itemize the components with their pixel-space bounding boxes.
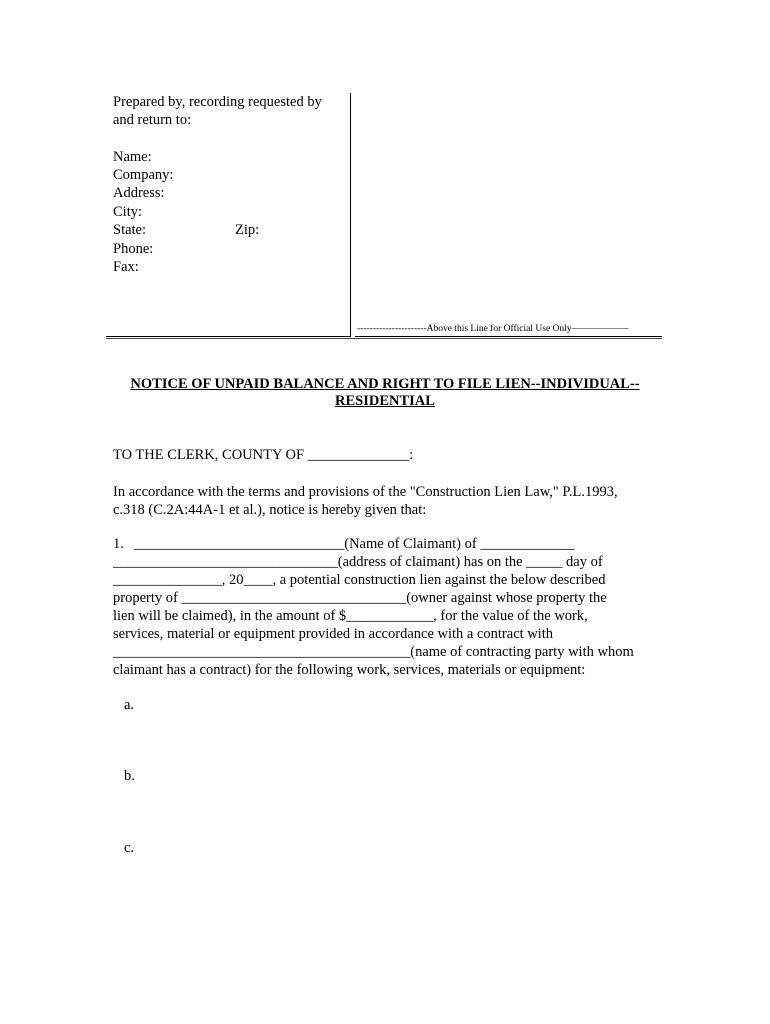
item1-line5: lien will be claimed), in the amount of $____________, for the value of the work, [113, 608, 588, 624]
fax-label: Fax: [113, 259, 139, 275]
item1-line8: claimant has a contract) for the following work, services, materials or equipment: [113, 662, 586, 678]
to-clerk-line: TO THE CLERK, COUNTY OF ______________: [113, 447, 414, 463]
list-item-b: b. [124, 768, 135, 784]
header-rule-bottom [106, 338, 662, 339]
item1-line6: services, material or equipment provided in accordance with a contract with [113, 626, 554, 642]
state-label: State: [113, 222, 147, 238]
header-rule-left [106, 336, 351, 337]
item1-number: 1. [113, 536, 124, 552]
document-title-line1: NOTICE OF UNPAID BALANCE AND RIGHT TO FILE LIEN--INDIVIDUAL-- [130, 376, 640, 392]
name-label: Name: [113, 149, 152, 165]
header-rule-right [355, 336, 662, 337]
item1-line1: _____________________________(Name of Claimant) of _____________ [134, 536, 575, 552]
city-label: City: [113, 204, 143, 220]
document-title-line2: RESIDENTIAL [335, 393, 435, 409]
zip-label: Zip: [235, 222, 260, 238]
phone-label: Phone: [113, 241, 154, 257]
intro-line2: c.318 (C.2A:44A-1 et al.), notice is hereby given that: [113, 502, 427, 518]
item1-line4: property of _______________________________(owner against whose property the [113, 590, 607, 606]
company-label: Company: [113, 167, 174, 183]
item1-line3: _______________, 20____, a potential construction lien against the below described [113, 572, 606, 588]
intro-line1: In accordance with the terms and provisions of the "Construction Lien Law," P.L.1993, [113, 484, 618, 500]
official-use-note: ----------------------Above this Line for Official Use Only—————— [357, 324, 629, 334]
list-item-a: a. [124, 697, 135, 713]
prepared-by-line2: and return to: [113, 112, 192, 128]
item1-line2: _______________________________(address of claimant) has on the _____ day of [113, 554, 603, 570]
header-vertical-divider [350, 93, 351, 337]
list-item-c: c. [124, 840, 135, 856]
item1-line7: _________________________________________(name of contracting party with whom [113, 644, 634, 660]
prepared-by-line1: Prepared by, recording requested by [113, 94, 322, 110]
address-label: Address: [113, 185, 165, 201]
